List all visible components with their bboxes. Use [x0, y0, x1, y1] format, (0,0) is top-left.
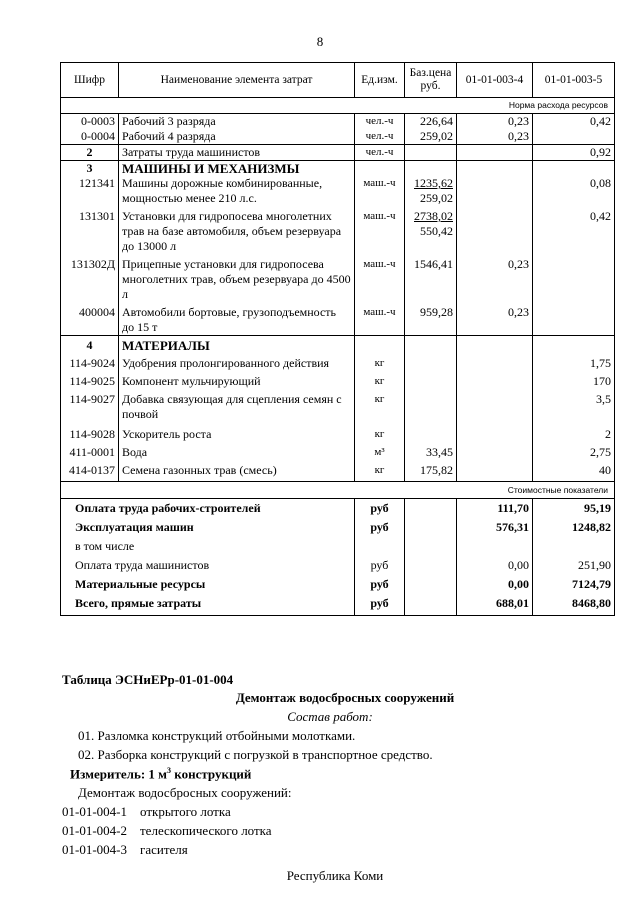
total-value-5: 7124,79 — [533, 575, 615, 594]
total-value-5: 251,90 — [533, 556, 615, 575]
total-row — [61, 575, 615, 594]
meter-prefix: Измеритель: 1 м — [70, 766, 168, 782]
row-value-4: 0,23 — [457, 302, 533, 336]
row-code: 411-0001 — [61, 442, 119, 460]
header-unit: Ед.изм. — [355, 63, 405, 98]
total-value-4: 111,70 — [457, 499, 533, 519]
row-value-4 — [457, 442, 533, 460]
row-unit: чел.-ч — [355, 145, 405, 161]
row-name: Установки для гидропосева многолетних трав на базе автомобиля, объем резервуара до 13000 л — [119, 206, 355, 254]
row-code: 131301 — [61, 206, 119, 254]
header-col-4: 01-01-003-4 — [457, 63, 533, 98]
row-unit: чел.-ч — [355, 114, 405, 130]
header-name: Наименование элемента затрат — [119, 63, 355, 98]
section-number: 3 — [61, 161, 119, 177]
total-unit: руб — [355, 575, 405, 594]
table-row — [61, 302, 615, 336]
row-value-4 — [457, 422, 533, 442]
row-name: Прицепные установки для гидропосева многолетних трав, объем резервуара до 4500 л — [119, 254, 355, 302]
row-code: 414-0137 — [61, 460, 119, 482]
table-title: Таблица ЭСНиЕРр-01-01-004 — [62, 672, 234, 687]
list-item-name: гасителя — [140, 842, 188, 857]
row-value-5 — [533, 254, 615, 302]
row-price — [405, 371, 457, 389]
row-name: Рабочий 3 разряда — [119, 114, 355, 130]
row-code: 0-0003 — [61, 114, 119, 130]
total-unit: руб — [355, 594, 405, 616]
total-row — [61, 556, 615, 575]
row-price — [405, 389, 457, 422]
norm-label: Норма расхода ресурсов — [61, 98, 615, 114]
list-title: Демонтаж водосбросных сооружений: — [78, 785, 292, 800]
row-unit: кг — [355, 389, 405, 422]
row-price: 226,64 — [405, 114, 457, 130]
row-code: 131302Д — [61, 254, 119, 302]
row-unit: маш.-ч — [355, 206, 405, 254]
total-value-5: 95,19 — [533, 499, 615, 519]
table-row — [61, 254, 615, 302]
table-row — [61, 176, 615, 206]
row-value-4: 0,23 — [457, 254, 533, 302]
row-value-5: 0,92 — [533, 145, 615, 161]
composition-label: Состав работ: — [287, 709, 373, 724]
total-label: Эксплуатация машин — [61, 518, 355, 537]
row-value-5 — [533, 302, 615, 336]
total-row — [61, 537, 615, 556]
total-unit: руб — [355, 518, 405, 537]
table-row — [61, 389, 615, 422]
section-title: МАШИНЫ И МЕХАНИЗМЫ — [119, 161, 355, 177]
price-wage: 550,42 — [420, 224, 453, 238]
row-value-4: 0,23 — [457, 129, 533, 145]
row-unit: кг — [355, 460, 405, 482]
section-title: МАТЕРИАЛЫ — [119, 336, 355, 354]
row-value-4 — [457, 353, 533, 371]
row-price: 33,45 — [405, 442, 457, 460]
resource-norm-table — [60, 62, 615, 616]
row-unit: кг — [355, 371, 405, 389]
meter-line — [70, 766, 251, 782]
row-name: Удобрения пролонгированного действия — [119, 353, 355, 371]
total-value-4: 576,31 — [457, 518, 533, 537]
row-value-4 — [457, 145, 533, 161]
row-value-5: 0,08 — [533, 176, 615, 206]
row-unit: маш.-ч — [355, 302, 405, 336]
row-name: Семена газонных трав (смесь) — [119, 460, 355, 482]
row-value-4 — [457, 389, 533, 422]
row-name: Автомобили бортовые, грузоподъемность до 15 т — [119, 302, 355, 336]
row-unit: м³ — [355, 442, 405, 460]
total-unit: руб — [355, 556, 405, 575]
total-label: Материальные ресурсы — [61, 575, 355, 594]
row-code: 114-9025 — [61, 371, 119, 389]
section-number: 4 — [61, 336, 119, 354]
total-unit: руб — [355, 499, 405, 519]
table-row — [61, 460, 615, 482]
row-price — [405, 176, 457, 206]
list-item-name: телескопического лотка — [140, 823, 272, 838]
row-code: 114-9027 — [61, 389, 119, 422]
total-value-5: 1248,82 — [533, 518, 615, 537]
total-value-4: 688,01 — [457, 594, 533, 616]
row-unit: кг — [355, 422, 405, 442]
row-name: Рабочий 4 разряда — [119, 129, 355, 145]
total-value-4: 0,00 — [457, 556, 533, 575]
row-price: 1546,41 — [405, 254, 457, 302]
row-value-4 — [457, 460, 533, 482]
table-row — [61, 114, 615, 130]
section-heading: Демонтаж водосбросных сооружений — [235, 690, 455, 705]
section-row — [61, 336, 615, 354]
row-value-4 — [457, 371, 533, 389]
row-price — [405, 422, 457, 442]
table-row — [61, 422, 615, 442]
work-item: 01. Разломка конструкций отбойными молотками. — [78, 728, 356, 743]
row-unit: чел.-ч — [355, 129, 405, 145]
price-wage: 259,02 — [420, 191, 453, 205]
row-name: Вода — [119, 442, 355, 460]
row-name: Ускоритель роста — [119, 422, 355, 442]
total-row — [61, 499, 615, 519]
list-item-code: 01-01-004-3 — [62, 842, 127, 857]
row-name: Затраты труда машинистов — [119, 145, 355, 161]
list-item-code: 01-01-004-1 — [62, 804, 127, 819]
header-price: Баз.цена руб. — [405, 63, 457, 98]
row-price — [405, 206, 457, 254]
table-row — [61, 206, 615, 254]
price-main: 1235,62 — [414, 176, 453, 190]
row-name: Добавка связующая для сцепления семян с почвой — [119, 389, 355, 422]
row-price: 175,82 — [405, 460, 457, 482]
table-header-row — [61, 63, 615, 98]
table-row — [61, 145, 615, 161]
row-value-5 — [533, 129, 615, 145]
row-unit: кг — [355, 353, 405, 371]
cost-label: Стоимостные показатели — [61, 482, 615, 499]
table-row — [61, 129, 615, 145]
row-name: Компонент мульчирующий — [119, 371, 355, 389]
norm-label-row — [61, 98, 615, 114]
total-value-4: 0,00 — [457, 575, 533, 594]
row-price: 259,02 — [405, 129, 457, 145]
row-value-4 — [457, 206, 533, 254]
row-value-5: 2 — [533, 422, 615, 442]
list-item-name: открытого лотка — [140, 804, 231, 819]
row-value-5: 1,75 — [533, 353, 615, 371]
row-value-4: 0,23 — [457, 114, 533, 130]
row-code: 114-9024 — [61, 353, 119, 371]
cost-label-row — [61, 482, 615, 499]
row-code: 2 — [61, 145, 119, 161]
row-value-5: 0,42 — [533, 206, 615, 254]
table-row — [61, 442, 615, 460]
header-code: Шифр — [61, 63, 119, 98]
row-unit: маш.-ч — [355, 176, 405, 206]
table-row — [61, 371, 615, 389]
row-value-5: 170 — [533, 371, 615, 389]
total-value-5: 8468,80 — [533, 594, 615, 616]
meter-sup: 3 — [167, 766, 172, 775]
row-price: 959,28 — [405, 302, 457, 336]
row-code: 121341 — [61, 176, 119, 206]
row-price — [405, 145, 457, 161]
section-row — [61, 161, 615, 177]
meter-suffix: конструкций — [171, 766, 252, 782]
row-code: 114-9028 — [61, 422, 119, 442]
row-value-4 — [457, 176, 533, 206]
row-value-5: 3,5 — [533, 389, 615, 422]
total-label: Оплата труда рабочих-строителей — [61, 499, 355, 519]
row-unit: маш.-ч — [355, 254, 405, 302]
list-item-code: 01-01-004-2 — [62, 823, 127, 838]
row-value-5: 0,42 — [533, 114, 615, 130]
row-code: 0-0004 — [61, 129, 119, 145]
row-code: 400004 — [61, 302, 119, 336]
header-col-5: 01-01-003-5 — [533, 63, 615, 98]
page-footer: Республика Коми — [286, 868, 384, 883]
row-price — [405, 353, 457, 371]
table-row — [61, 353, 615, 371]
page-number: 8 — [316, 34, 324, 49]
total-row — [61, 594, 615, 616]
row-value-5: 40 — [533, 460, 615, 482]
total-label: Всего, прямые затраты — [61, 594, 355, 616]
total-label: в том числе — [61, 537, 355, 556]
price-main: 2738,02 — [414, 209, 453, 223]
work-item: 02. Разборка конструкций с погрузкой в транспортное средство. — [78, 747, 433, 762]
total-label: Оплата труда машинистов — [61, 556, 355, 575]
row-name: Машины дорожные комбинированные, мощностью менее 210 л.с. — [119, 176, 355, 206]
total-row — [61, 518, 615, 537]
row-value-5: 2,75 — [533, 442, 615, 460]
